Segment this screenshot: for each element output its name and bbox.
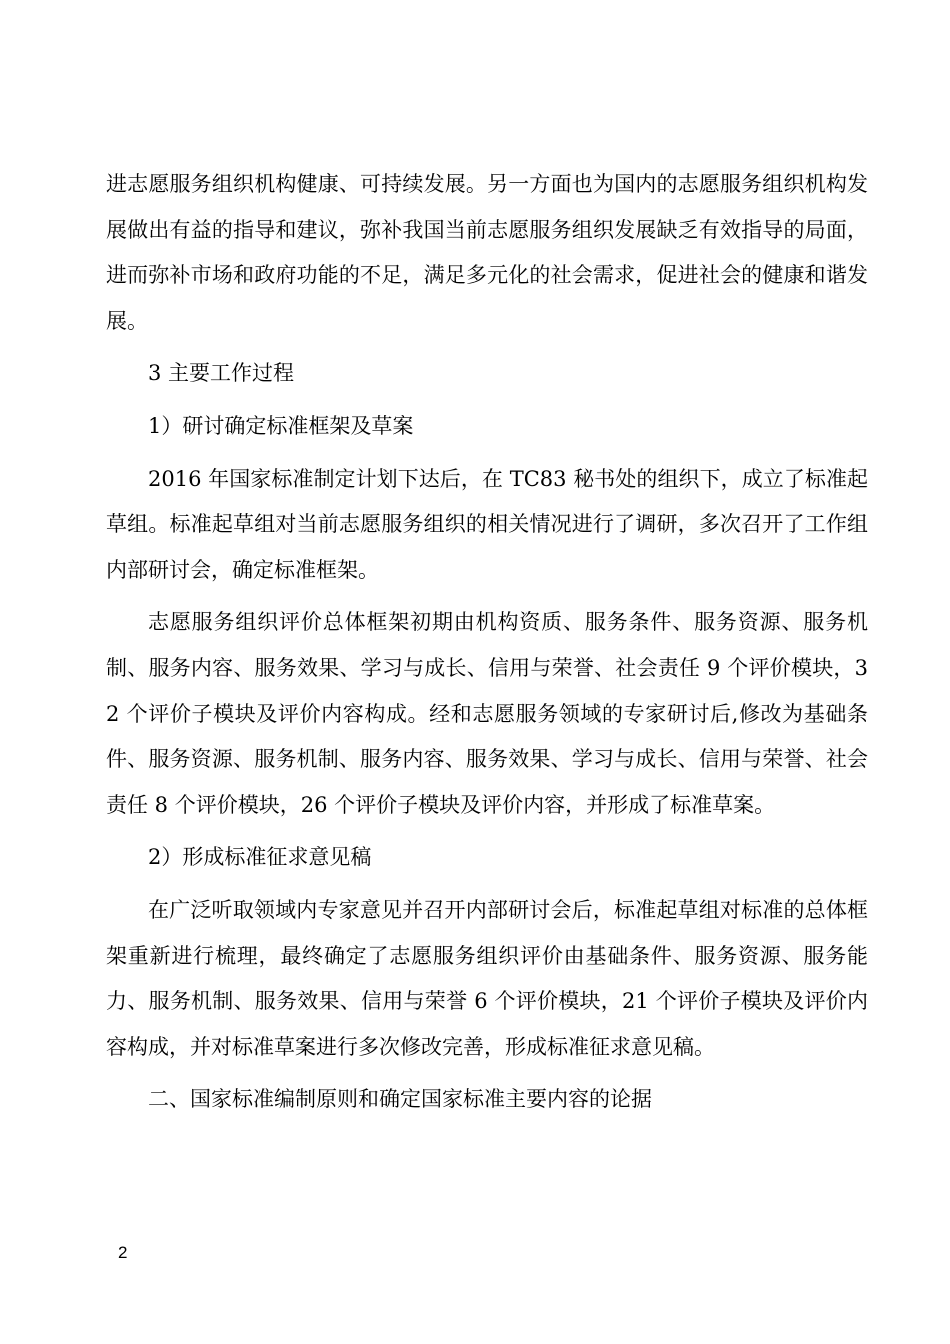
paragraph-continuation: 进志愿服务组织机构健康、可持续发展。另一方面也为国内的志愿服务组织机构发展做出有益的指导和建议，弥补我国当前志愿服务组织发展缺乏有效指导的局面，进而弥补市场和政府功能的不足，满足多元化的社会需求，促进社会的健康和谐发展。 [106, 172, 868, 333]
section-heading-principles: 二、国家标准编制原则和确定国家标准主要内容的论据 [148, 1087, 652, 1112]
subheading-consultation-draft: 2）形成标准征求意见稿 [148, 845, 372, 870]
paragraph-final-framework: 在广泛听取领域内专家意见并召开内部研讨会后，标准起草组对标准的总体框架重新进行梳理，最终确定了志愿服务组织评价由基础条件、服务资源、服务能力、服务机制、服务效果、信用与荣誉 6 个评价模块，21 个评价子模块及评价内容构成，并对标准草案进行多次修改完善，形成标准征求意见稿。 [106, 897, 868, 1059]
document-body [106, 162, 868, 1123]
paragraph-evaluation-framework: 志愿服务组织评价总体框架初期由机构资质、服务条件、服务资源、服务机制、服务内容、服务效果、学习与成长、信用与荣誉、社会责任 9 个评价模块，32 个评价子模块及评价内容构成。经和志愿服务领域的专家研讨后,修改为基础条件、服务资源、服务机制、服务内容、服务效果、学习与成长、信用与荣誉、社会责任 8 个评价模块，26 个评价子模块及评价内容，并形成了标准草案。 [106, 610, 868, 817]
page-number: 2 [118, 1243, 128, 1262]
subheading-framework-draft: 1）研讨确定标准框架及草案 [148, 413, 414, 438]
paragraph-drafting-group: 2016 年国家标准制定计划下达后，在 TC83 秘书处的组织下，成立了标准起草组。标准起草组对当前志愿服务组织的相关情况进行了调研，多次召开了工作组内部研讨会，确定标准框架。 [106, 466, 868, 582]
section-heading-main-work-process: 3 主要工作过程 [148, 361, 295, 386]
